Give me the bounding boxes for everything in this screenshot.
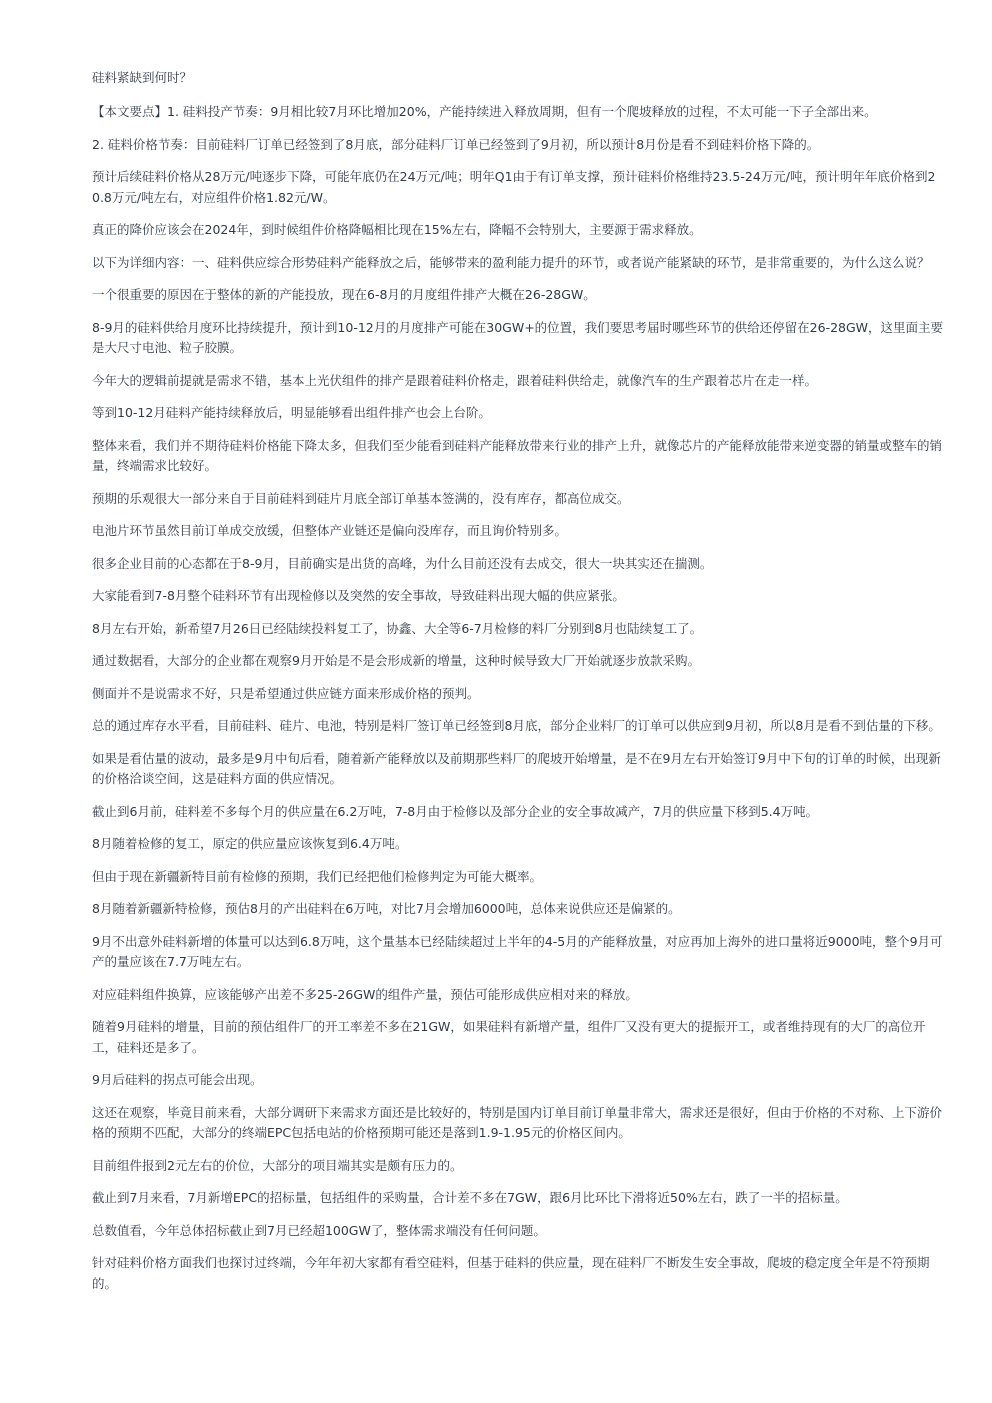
- paragraph: 很多企业目前的心态都在于8-9月，目前确实是出货的高峰，为什么目前还没有去成交，很大一块其实还在揣测。: [92, 555, 713, 571]
- paragraph: 但由于现在新疆新特目前有检修的预期，我们已经把他们检修判定为可能大概率。: [92, 868, 543, 884]
- paragraph: 如果是看估量的波动，最多是9月中旬后看，随着新产能释放以及前期那些料厂的爬坡开始增量，是不在9月左右开始签订9月中下旬的订单的时候，出现新的价格洽谈空间，这是硅料方面的供应情况。: [92, 750, 941, 786]
- paragraph: 一个很重要的原因在于整体的新的产能投放，现在6-8月的月度组件排产大概在26-28GW。: [92, 287, 596, 302]
- paragraph-key-points-2: 2. 硅料价格节奏：目前硅料厂订单已经签到了8月底，部分硅料厂订单已经签到了9月初，所以预计8月份是看不到硅料价格下降的。: [92, 136, 820, 152]
- paragraph: 侧面并不是说需求不好，只是希望通过供应链方面来形成价格的预判。: [92, 685, 480, 701]
- paragraph: 8月左右开始，新希望7月26日已经陆续投料复工了，协鑫、大全等6-7月检修的料厂分别到8月也陆续复工了。: [92, 620, 703, 636]
- paragraph: 截止到6月前，硅料差不多每个月的供应量在6.2万吨，7-8月由于检修以及部分企业的安全事故减产，7月的供应量下移到5.4万吨。: [92, 803, 819, 819]
- paragraph-key-points-1: 【本文要点】1. 硅料投产节奏：9月相比较7月环比增加20%，产能持续进入释放周期，但有一个爬坡释放的过程，不太可能一下子全部出来。: [92, 104, 877, 119]
- paragraph: 随着9月硅料的增量，目前的预估组件厂的开工率差不多在21GW，如果硅料有新增产量，组件厂又没有更大的提振开工，或者维持现有的大厂的高位开工，硅料还是多了。: [92, 1019, 926, 1055]
- paragraph: 9月后硅料的拐点可能会出现。: [92, 1072, 263, 1087]
- paragraph: 这还在观察，毕竟目前来看，大部分调研下来需求方面还是比较好的，特别是国内订单目前订单量非常大，需求还是很好，但由于价格的不对称、上下游价格的预期不匹配，大部分的终端EPC包括电站的价格预期可能还是落到1.9-1.95元的价格区间内。: [92, 1104, 943, 1140]
- paragraph: 通过数据看，大部分的企业都在观察9月开始是不是会形成新的增量，这种时候导致大厂开始就逐步放款采购。: [92, 653, 700, 668]
- paragraph: 截止到7月来看，7月新增EPC的招标量，包括组件的采购量，合计差不多在7GW，跟6月比环比下滑将近50%左右，跌了一半的招标量。: [92, 1190, 848, 1205]
- paragraph: 8月随着新疆新特检修，预估8月的产出硅料在6万吨，对比7月会增加6000吨，总体来说供应还是偏紧的。: [92, 901, 681, 916]
- paragraph: 总的通过库存水平看，目前硅料、硅片、电池，特别是料厂签订单已经签到8月底，部分企业料厂的订单可以供应到9月初，所以8月是看不到估量的下移。: [92, 718, 941, 733]
- paragraph: 电池片环节虽然目前订单成交放缓，但整体产业链还是偏向没库存，而且询价特别多。: [92, 523, 568, 538]
- paragraph: 真正的降价应该会在2024年，到时候组件价格降幅相比现在15%左右，降幅不会特别大，主要源于需求释放。: [92, 222, 702, 237]
- paragraph: 预计后续硅料价格从28万元/吨逐步下降，可能年底仍在24万元/吨；明年Q1由于有订单支撑，预计硅料价格维持23.5-24万元/吨，预计明年年底价格到20.8万元/吨左右，对应组件价格1.82元/W。: [92, 169, 936, 205]
- paragraph: 等到10-12月硅料产能持续释放后，明显能够看出组件排产也会上台阶。: [92, 405, 491, 420]
- paragraph: 目前组件报到2元左右的价位，大部分的项目端其实是颇有压力的。: [92, 1157, 463, 1173]
- paragraph: 针对硅料价格方面我们也探讨过终端，今年年初大家都有看空硅料，但基于硅料的供应量，现在硅料厂不断发生安全事故，爬坡的稳定度全年是不符预期的。: [92, 1255, 930, 1291]
- paragraph: 总数值看，今年总体招标截止到7月已经超100GW了，整体需求端没有任何问题。: [92, 1222, 546, 1238]
- paragraph: 整体来看，我们并不期待硅料价格能下降太多，但我们至少能看到硅料产能释放带来行业的排产上升，就像芯片的产能释放能带来逆变器的销量或整车的销量，终端需求比较好。: [92, 437, 943, 473]
- paragraph: 对应硅料组件换算，应该能够产出差不多25-26GW的组件产量，预估可能形成供应相对来的释放。: [92, 986, 638, 1002]
- paragraph: 大家能看到7-8月整个硅料环节有出现检修以及突然的安全事故，导致硅料出现大幅的供应紧张。: [92, 588, 625, 603]
- document-title: 硅料紧缺到何时？: [92, 70, 193, 85]
- paragraph: 今年大的逻辑前提就是需求不错，基本上光伏组件的排产是跟着硅料价格走，跟着硅料供给走，就像汽车的生产跟着芯片在走一样。: [92, 372, 818, 388]
- paragraph: 预期的乐观很大一部分来自于目前硅料到硅片月底全部订单基本签满的，没有库存，都高位成交。: [92, 490, 630, 506]
- paragraph: 8-9月的硅料供给月度环比持续提升，预计到10-12月的月度排产可能在30GW+的位置，我们要思考届时哪些环节的供给还停留在26-28GW，这里面主要是大尺寸电池、粒子胶膜。: [92, 319, 944, 355]
- paragraph: 8月随着检修的复工，原定的供应量应该恢复到6.4万吨。: [92, 836, 408, 851]
- paragraph-details-intro: 以下为详细内容：一、硅料供应综合形势硅料产能释放之后，能够带来的盈利能力提升的环节，或者说产能紧缺的环节，是非常重要的，为什么这么说？: [92, 254, 930, 270]
- paragraph: 9月不出意外硅料新增的体量可以达到6.8万吨，这个量基本已经陆续超过上半年的4-5月的产能释放量，对应再加上海外的进口量将近9000吨，整个9月可产的量应该在7.7万吨左右。: [92, 933, 943, 969]
